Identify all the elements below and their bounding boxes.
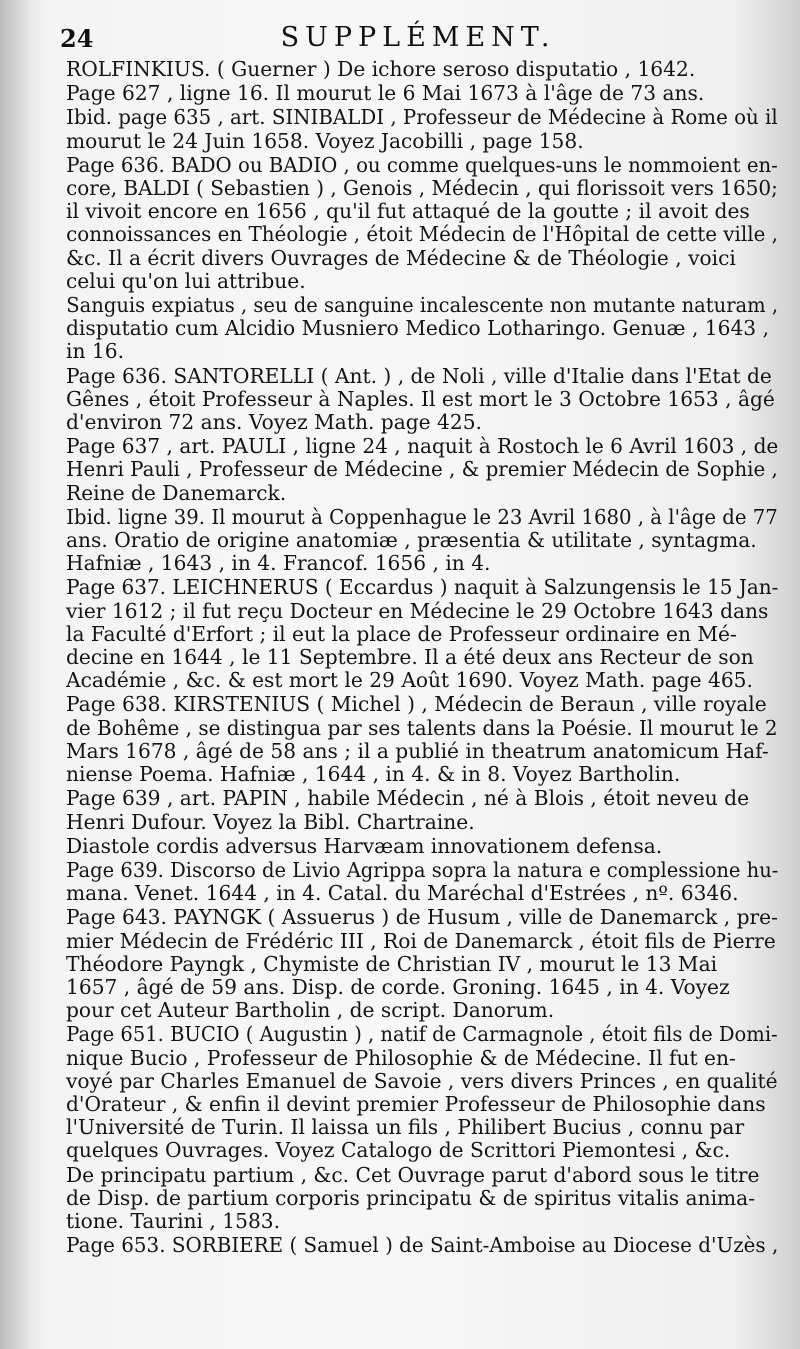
text-line: mana. Venet. 1644 , in 4. Catal. du Maréchal d'Estrées , nº. 6346. [66, 881, 739, 906]
text-line: la Faculté d'Erfort ; il eut la place de Professeur ordinaire en Mé- [66, 621, 737, 646]
text-line: nique Bucio , Professeur de Philosophie & de Médecine. Il fut en- [66, 1045, 736, 1070]
entry [66, 293, 779, 364]
page-number: 24 [60, 24, 94, 53]
entry [66, 1233, 779, 1258]
entry [66, 1164, 770, 1234]
text-line: Page 637. LEICHNERUS ( Eccardus ) naquit à Salzungensis le 15 Jan- [66, 575, 779, 600]
entry [66, 692, 778, 787]
text-line: ans. Oratio de origine anatomiæ , præsentia & utilitate , syntagma. [66, 528, 757, 553]
text-line: pour cet Auteur Bartholin , de script. Danorum. [66, 998, 555, 1023]
entry [66, 1022, 778, 1163]
gutter-shadow [0, 0, 30, 1349]
text-line: 1657 , âgé de 59 ans. Disp. de corde. Groning. 1645 , in 4. Voyez [66, 974, 730, 999]
text-line: Théodore Payngk , Chymiste de Christian IV , mourut le 13 Mai [66, 951, 718, 976]
entry [66, 105, 778, 153]
entry [66, 58, 770, 81]
text-line: Ibid. page 635 , art. SINIBALDI , Professeur de Médecine à Rome où il [66, 105, 778, 130]
text-line: l'Université de Turin. Il laissa un fils , Philibert Bucius , connu par [66, 1115, 745, 1140]
text-line: ROLFINKIUS. ( Guerner ) De ichore seroso disputatio , 1642. [66, 57, 696, 81]
text-line: il vivoit encore en 1656 , qu'il fut attaqué de la goutte ; il avoit des [66, 199, 750, 224]
text-line: in 16. [66, 339, 124, 364]
text-line: Page 639 , art. PAPIN , habile Médecin , né à Blois , étoit neveu de [66, 786, 750, 811]
text-line: Diastole cordis adversus Harvæam innovationem defensa. [66, 833, 663, 858]
text-line: d'Orateur , & enfin il devint premier Professeur de Philosophie dans [66, 1091, 766, 1116]
text-line: Reine de Danemarck. [66, 480, 287, 505]
entry [66, 434, 779, 505]
entry [66, 787, 770, 833]
text-line: Mars 1678 , âgé de 58 ans ; il a publié in theatrum anatomicum Haf- [66, 738, 769, 763]
text-line: niense Poema. Hafniæ , 1644 , in 4. & in 8. Voyez Bartholin. [66, 762, 681, 787]
text-line: decine en 1644 , le 11 Septembre. Il a été deux ans Recteur de son [66, 645, 754, 670]
text-line: de Bohême , se distingua par ses talents dans la Poésie. Il mourut le 2 [66, 715, 778, 740]
running-title: SUPPLÉMENT. [280, 22, 556, 53]
text-line: Page 627 , ligne 16. Il mourut le 6 Mai 1673 à l'âge de 73 ans. [66, 81, 705, 106]
text-line: voyé par Charles Emanuel de Savoie , vers divers Princes , en qualité [66, 1068, 778, 1093]
text-line: d'environ 72 ans. Voyez Math. page 425. [66, 410, 482, 435]
text-line: disputatio cum Alcidio Musniero Medico Lotharingo. Genuæ , 1643 , [66, 316, 769, 341]
text-line: &c. Il a écrit divers Ouvrages de Médecine & de Théologie , voici [66, 245, 736, 270]
entry [66, 504, 778, 576]
entry [66, 575, 779, 693]
text-line: Académie , &c. & est mort le 29 Août 1690. Voyez Math. page 465. [66, 668, 753, 693]
text-line: Gênes , étoit Professeur à Naples. Il est mort le 3 Octobre 1653 , âgé [66, 386, 775, 411]
text-line: tione. Taurini , 1583. [66, 1208, 281, 1233]
entry [66, 152, 779, 293]
text-line: quelques Ouvrages. Voyez Catalogo de Scrittori Piemontesi , &c. [66, 1138, 731, 1163]
text-line: Page 636. SANTORELLI ( Ant. ) , de Noli , ville d'Italie dans l'Etat de [66, 363, 772, 388]
page-header [58, 22, 778, 54]
text-line: Page 636. BADO ou BADIO , ou comme quelques-uns le nommoient en- [66, 152, 778, 177]
text-line: Henri Pauli , Professeur de Médecine , & premier Médecin de Sophie , [66, 457, 778, 482]
entry [66, 363, 775, 435]
text-line: Page 653. SORBIERE ( Samuel ) de Saint-Amboise au Diocese d'Uzès , [66, 1233, 779, 1258]
text-line: Ibid. ligne 39. Il mourut à Coppenhague le 23 Avril 1680 , à l'âge de 77 [66, 504, 778, 529]
text-line: Page 639. Discorso de Livio Agrippa sopra la natura e complessione hu- [66, 857, 779, 882]
text-line: de Disp. de partium corporis principatu & de spiritus vitalis anima- [66, 1185, 756, 1210]
text-line: De principatu partium , &c. Cet Ouvrage parut d'abord sous le titre [66, 1162, 760, 1187]
entry [66, 857, 779, 906]
body-text [66, 57, 779, 1258]
text-line: Sanguis expiatus , seu de sanguine incalescente non mutante naturam , [66, 293, 779, 318]
text-line: mier Médecin de Frédéric III , Roi de Danemarck , étoit fils de Pierre [66, 928, 776, 953]
text-line: Page 643. PAYNGK ( Assuerus ) de Husum , ville de Danemarck , pre- [66, 905, 778, 930]
text-line: mourut le 24 Juin 1658. Voyez Jacobilli , page 158. [66, 128, 584, 153]
entry [66, 905, 778, 1023]
text-line: Hafniæ , 1643 , in 4. Francof. 1656 , in 4. [66, 551, 491, 576]
text-line: Henri Dufour. Voyez la Bibl. Chartraine. [66, 809, 475, 834]
text-line: core, BALDI ( Sebastien ) , Genois , Médecin , qui florissoit vers 1650; [66, 176, 778, 201]
text-line: Page 651. BUCIO ( Augustin ) , natif de Carmagnole , étoit fils de Domi- [66, 1022, 778, 1047]
text-line: celui qu'on lui attribue. [66, 268, 306, 293]
text-line: vier 1612 ; il fut reçu Docteur en Médecine le 29 Octobre 1643 dans [66, 598, 769, 623]
text-line: Page 637 , art. PAULI , ligne 24 , naquit à Rostoch le 6 Avril 1603 , de [66, 434, 779, 459]
entry [66, 82, 770, 105]
text-line: connoissances en Théologie , étoit Médecin de l'Hôpital de cette ville , [66, 222, 779, 247]
text-line: Page 638. KIRSTENIUS ( Michel ) , Médecin de Beraun , ville royale [66, 692, 767, 717]
entry [66, 835, 770, 858]
